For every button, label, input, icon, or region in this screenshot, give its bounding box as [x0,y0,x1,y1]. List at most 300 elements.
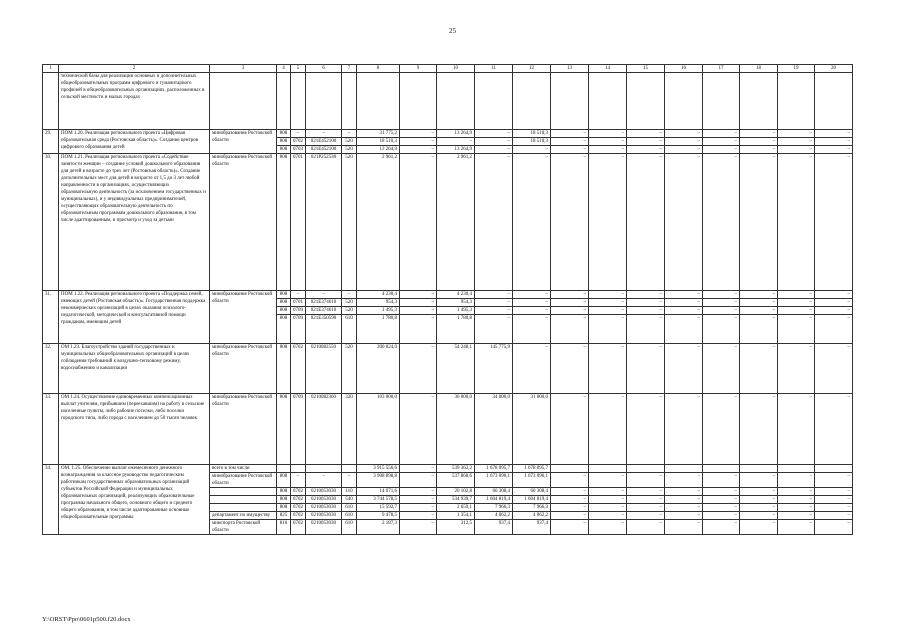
table-cell [740,73,778,130]
value-cell: 534 939,7 [437,496,475,504]
value-cell: – [551,488,589,496]
value-cell: 021E350590 [306,315,342,344]
value-cell: 13 264,9 [437,146,475,154]
value-cell: 0210053030 [306,488,342,496]
value-cell: – [665,488,703,496]
value-cell: – [665,291,703,299]
value-cell: – [665,307,703,315]
value-cell: – [400,465,437,473]
item-name: ОМ 1.23. Благоустройство зданий государственных и муниципальных общеобразовательных организаций в целях соблюдения требований к воздушно-тепловому режиму, водоснабжению и канализации [59,344,210,394]
table-row [43,394,853,465]
value-cell: 520 [342,344,357,394]
value-cell: 4 230,4 [357,291,400,299]
value-cell: – [703,299,740,307]
value-cell: 31 000,0 [513,394,551,465]
executor: всего в том числе: [210,465,277,473]
column-number: 2 [59,65,210,73]
value-cell: – [778,291,815,299]
item-name: ОМ. 1.25. Обеспечение выплат ежемесячного денежного вознаграждения за классное руководство педагогическим работникам государственных образовательных организаций субъектов Российской Федерации и муниципальных образовательных организаций, реализующих образовательные программы начального общего, основного общего и среднего общего образования, в том числе адаптированные основные общеобразовательные программы [59,465,210,535]
value-cell: – [589,504,627,512]
column-number-row [43,65,853,73]
column-number: 15 [627,65,665,73]
value-cell: – [665,504,703,512]
item-name: ПОМ 1.21. Реализация регионального проекта «Содействие занятости женщин – создание условий дошкольного образования для детей в возрасте до трех лет (Ростовская область)». Создание дополнительных мест для детей в возрасте от 1,5 до 3 лет любой направленности в организациях, осуществляющих образовательную деятельность (за исключением государственных и муниципальных), и у индивидуальных предпринимателей, осуществляющих образовательную деятельность по образовательным программам дошкольного образования, в том числе адаптированным, и присмотр и уход за детьми [59,154,210,291]
value-cell: 54 248,1 [437,344,475,394]
value-cell: – [400,504,437,512]
value-cell: – [400,138,437,146]
item-number: 32. [43,344,59,394]
value-cell [665,465,703,473]
table-cell [437,73,475,130]
value-cell: – [778,488,815,496]
value-cell: – [665,496,703,504]
continuation-row [43,73,853,130]
value-cell: – [665,512,703,520]
table-cell [475,73,513,130]
value-cell: 1 780,8 [437,315,475,344]
value-cell: 0702 [291,344,306,394]
value-cell: – [778,307,815,315]
table-cell [665,73,703,130]
value-cell: – [703,130,740,138]
value-cell: – [551,130,589,138]
value-cell: – [740,291,778,299]
table-row [43,154,853,291]
value-cell: 1 354,1 [437,512,475,520]
table-row [43,291,853,299]
budget-table [42,64,853,535]
column-number: 20 [815,65,853,73]
value-cell [815,465,853,473]
value-cell: – [589,520,627,535]
value-cell: – [740,496,778,504]
value-cell: – [589,512,627,520]
value-cell: 36 000,0 [437,394,475,465]
item-name: ПОМ 1.22. Реализация регионального проекта «Поддержка семей, имеющих детей (Ростовская область)». Государственная поддержка некоммерческих организаций в целях оказания психолого-педагогической, методической и консультативной помощи гражданам, имеющим детей [59,291,210,344]
value-cell: – [551,344,589,394]
value-cell: – [627,496,665,504]
value-cell: 4 230,4 [437,291,475,299]
value-cell: 200 024,0 [357,344,400,394]
value-cell: – [400,344,437,394]
value-cell: – [475,315,513,344]
value-cell: – [815,473,853,488]
value-cell: – [551,307,589,315]
value-cell: – [400,291,437,299]
value-cell: – [551,512,589,520]
value-cell: – [589,138,627,146]
table-cell [815,73,853,130]
value-cell: – [627,291,665,299]
value-cell: – [513,299,551,307]
value-cell: 520 [342,299,357,307]
value-cell: – [665,154,703,291]
value-cell: – [703,394,740,465]
value-cell: – [513,315,551,344]
value-cell: – [703,512,740,520]
value-cell: – [306,291,342,299]
item-number: 31. [43,291,59,344]
value-cell: 816 [277,520,291,535]
value-cell [306,465,342,473]
value-cell: – [306,130,342,138]
value-cell: – [551,138,589,146]
value-cell: – [815,291,853,299]
table-cell [277,73,291,130]
value-cell: 7 966,3 [475,504,513,512]
value-cell: 1 678 095,7 [513,465,551,473]
value-cell: 808 [277,504,291,512]
value-cell: – [815,344,853,394]
value-cell: – [740,146,778,154]
value-cell: 954,3 [437,299,475,307]
value-cell: – [815,315,853,344]
value-cell: – [475,299,513,307]
value-cell: 520 [342,138,357,146]
value-cell: – [703,154,740,291]
table-row [43,130,853,138]
value-cell: 808 [277,299,291,307]
value-cell: – [551,146,589,154]
value-cell: 539 362,2 [437,465,475,473]
value-cell: – [665,394,703,465]
value-cell: – [703,473,740,488]
value-cell: – [589,496,627,504]
value-cell [291,465,306,473]
value-cell: 021E452100 [306,138,342,146]
column-number: 11 [475,65,513,73]
value-cell: – [551,299,589,307]
value-cell: 808 [277,315,291,344]
value-cell: – [815,154,853,291]
value-cell: – [778,473,815,488]
value-cell: 610 [342,512,357,520]
value-cell: – [778,394,815,465]
value-cell: 954,3 [357,299,400,307]
value-cell: 021E452100 [306,146,342,154]
value-cell: – [342,291,357,299]
value-cell: – [815,504,853,512]
value-cell: – [475,146,513,154]
table-cell [778,73,815,130]
value-cell: – [778,138,815,146]
value-cell: – [400,154,437,291]
value-cell: – [291,473,306,488]
value-cell: – [589,473,627,488]
value-cell: – [740,488,778,496]
value-cell: – [589,130,627,138]
value-cell: 2 187,3 [357,520,400,535]
value-cell: 4 062,2 [475,512,513,520]
value-cell: 808 [277,307,291,315]
value-cell: – [665,473,703,488]
value-cell: – [589,344,627,394]
value-cell: – [551,496,589,504]
value-cell: 1 780,8 [357,315,400,344]
value-cell: 808 [277,138,291,146]
value-cell: – [703,138,740,146]
value-cell: 13 264,9 [437,130,475,138]
value-cell: – [703,291,740,299]
value-cell: – [703,344,740,394]
value-cell: – [400,307,437,315]
value-cell: 0709 [291,394,306,465]
value-cell: 0210082360 [306,394,342,465]
value-cell: 60 308,4 [475,488,513,496]
value-cell: – [778,146,815,154]
value-cell: – [740,344,778,394]
value-cell: – [703,146,740,154]
value-cell: 0702 [291,496,306,504]
value-cell: – [475,138,513,146]
value-cell: – [400,520,437,535]
value-cell: – [400,394,437,465]
executor: минспорта Ростовской области [210,520,277,535]
value-cell [740,465,778,473]
value-cell: 808 [277,146,291,154]
value-cell: – [665,315,703,344]
value-cell: – [815,512,853,520]
value-cell: – [627,146,665,154]
value-cell: 13 264,9 [357,146,400,154]
value-cell: – [589,315,627,344]
value-cell: 0210053030 [306,512,342,520]
value-cell: – [815,130,853,138]
value-cell: – [589,299,627,307]
value-cell: 0702 [291,520,306,535]
value-cell: – [400,473,437,488]
value-cell: – [740,315,778,344]
value-cell: 1 673 096,1 [475,473,513,488]
value-cell: – [778,315,815,344]
value-cell: – [589,394,627,465]
value-cell: – [665,520,703,535]
value-cell: – [740,307,778,315]
value-cell: 808 [277,394,291,465]
executor: департамент по имуществу [210,512,277,520]
value-cell: 4 062,2 [513,512,551,520]
item-number: 29. [43,130,59,154]
value-cell: 610 [342,315,357,344]
table-cell [589,73,627,130]
value-cell: – [740,394,778,465]
value-cell: 021E374610 [306,299,342,307]
value-cell: 0701 [291,299,306,307]
value-cell: – [627,394,665,465]
table-cell [400,73,437,130]
value-cell: – [778,344,815,394]
value-cell: 0210053030 [306,504,342,512]
value-cell: 3 908 898,8 [357,473,400,488]
value-cell: 520 [342,146,357,154]
value-cell: – [551,315,589,344]
value-cell: – [703,496,740,504]
column-number: 6 [306,65,342,73]
table-cell [703,73,740,130]
column-number: 10 [437,65,475,73]
value-cell: – [778,504,815,512]
value-cell: – [475,154,513,291]
value-cell: – [815,496,853,504]
value-cell: 1 678 095,7 [475,465,513,473]
item-number: 33. [43,394,59,465]
value-cell: – [551,394,589,465]
value-cell: 0210053030 [306,496,342,504]
page-number: 25 [449,27,456,35]
value-cell: – [400,130,437,138]
value-cell: 1 604 819,4 [513,496,551,504]
value-cell: – [627,488,665,496]
value-cell: – [740,130,778,138]
executor: минобразование Ростовской области [210,344,277,394]
value-cell: 808 [277,130,291,138]
value-cell: – [665,344,703,394]
value-cell: – [551,291,589,299]
value-cell: 1 495,3 [437,307,475,315]
value-cell: – [291,130,306,138]
value-cell: 0210053030 [306,520,342,535]
executor [210,488,277,496]
value-cell: – [815,488,853,496]
value-cell: – [703,315,740,344]
value-cell: 18 510,3 [513,138,551,146]
value-cell: – [513,146,551,154]
item-number [43,73,59,130]
value-cell: 320 [342,394,357,465]
value-cell: – [513,307,551,315]
value-cell [627,465,665,473]
value-cell: – [437,138,475,146]
value-cell: – [703,520,740,535]
value-cell: – [740,473,778,488]
value-cell: – [627,130,665,138]
value-cell: – [400,512,437,520]
value-cell: – [400,315,437,344]
table-cell [306,73,342,130]
value-cell: – [627,299,665,307]
value-cell: – [665,138,703,146]
value-cell: 2 961,2 [357,154,400,291]
column-number: 12 [513,65,551,73]
executor [210,496,277,504]
item-name: технической базы для реализации основных и дополнительных общеобразовательных программ цифрового и гуманитарного профилей в общеобразовательных организациях, расположенных в сельской местности и малых городах [59,73,210,130]
value-cell [342,465,357,473]
value-cell [277,465,291,473]
column-number: 8 [357,65,400,73]
value-cell: – [475,291,513,299]
table-cell [513,73,551,130]
table-cell [627,73,665,130]
value-cell: 0701 [291,154,306,291]
value-cell: 021P252530 [306,154,342,291]
value-cell: – [551,520,589,535]
value-cell: – [627,504,665,512]
value-cell: 537 868,6 [437,473,475,488]
value-cell: – [551,473,589,488]
value-cell: – [342,473,357,488]
value-cell: – [342,130,357,138]
value-cell: – [589,154,627,291]
value-cell: 20 102,8 [437,488,475,496]
value-cell: 2 659,1 [437,504,475,512]
executor: минобразование Ростовской области [210,130,277,154]
value-cell: 937,4 [513,520,551,535]
value-cell: – [815,299,853,307]
value-cell: 31 775,2 [357,130,400,138]
executor: минобразование Ростовской области [210,154,277,291]
value-cell: – [815,394,853,465]
column-number: 19 [778,65,815,73]
value-cell: – [627,520,665,535]
value-cell: – [665,146,703,154]
value-cell: 0709 [291,307,306,315]
executor: минобразование Ростовской области [210,473,277,488]
executor: минобразование Ростовской области [210,394,277,465]
value-cell: 1 604 819,4 [475,496,513,504]
value-cell: 937,4 [475,520,513,535]
value-cell: – [778,154,815,291]
value-cell: 0703 [291,146,306,154]
executor: минобразование Ростовской области [210,291,277,344]
table-cell [342,73,357,130]
footer-file-path: Y:\ORST\Ppo\0601p500.f20.docx [42,616,131,623]
value-cell: – [740,504,778,512]
item-name: ПОМ 1.20. Реализация регионального проекта «Цифровая образовательная среда (Ростовская область)». Создание центров цифрового образования детей [59,130,210,154]
column-number: 9 [400,65,437,73]
value-cell: – [778,520,815,535]
value-cell: – [703,488,740,496]
column-number: 13 [551,65,589,73]
value-cell: – [400,496,437,504]
table-cell [551,73,589,130]
value-cell: 34 000,0 [475,394,513,465]
value-cell: 808 [277,154,291,291]
value-cell: – [627,473,665,488]
value-cell: – [815,146,853,154]
value-cell: – [703,307,740,315]
value-cell: 021E374610 [306,307,342,315]
value-cell: – [513,154,551,291]
column-number: 5 [291,65,306,73]
value-cell: – [665,299,703,307]
value-cell: 18 510,3 [357,138,400,146]
value-cell: 540 [342,496,357,504]
value-cell: 808 [277,496,291,504]
value-cell: – [627,315,665,344]
value-cell: – [740,520,778,535]
value-cell: 14 071,6 [357,488,400,496]
value-cell: – [589,146,627,154]
value-cell: – [589,291,627,299]
value-cell: – [475,130,513,138]
value-cell: – [589,307,627,315]
value-cell: – [400,146,437,154]
value-cell: – [627,307,665,315]
value-cell: 312,5 [437,520,475,535]
column-number: 1 [43,65,59,73]
value-cell: – [815,138,853,146]
value-cell: – [665,130,703,138]
table-cell [210,73,277,130]
table-cell [291,73,306,130]
value-cell: – [551,154,589,291]
column-number: 3 [210,65,277,73]
value-cell: 825 [277,512,291,520]
value-cell: – [778,299,815,307]
value-cell: – [778,130,815,138]
value-cell: – [400,299,437,307]
value-cell: 1 673 096,1 [513,473,551,488]
